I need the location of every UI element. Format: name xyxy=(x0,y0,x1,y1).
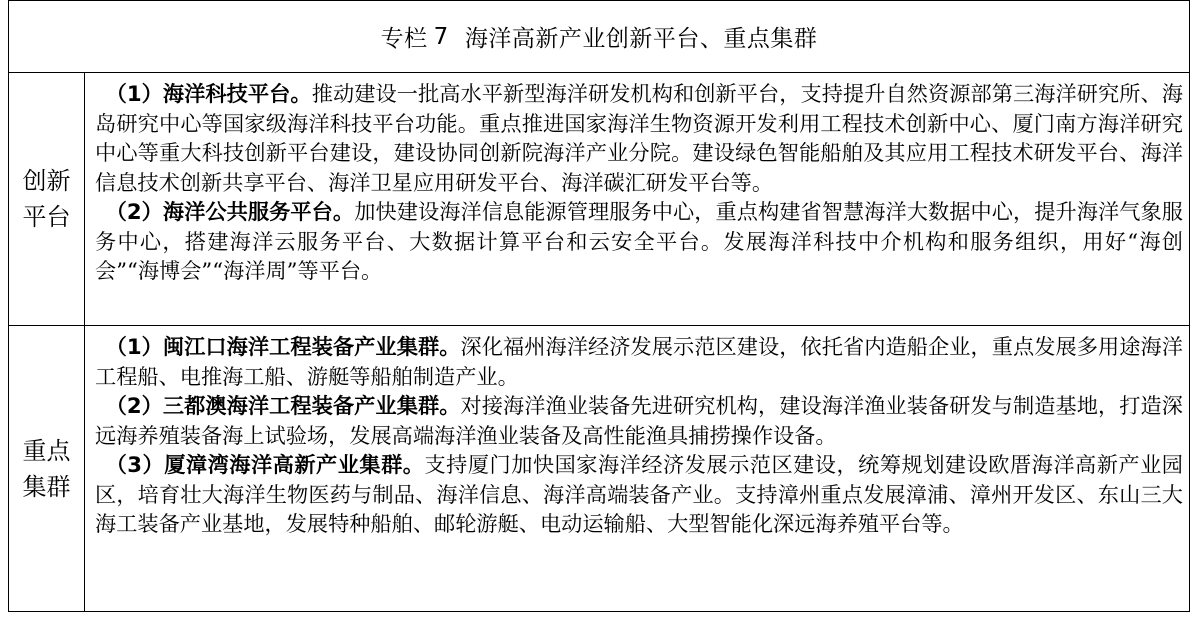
box-title xyxy=(9,1,1189,73)
title-prefix: 专栏 xyxy=(380,26,428,52)
paragraph xyxy=(95,79,1183,197)
section-content xyxy=(95,332,1183,539)
section-key-clusters xyxy=(9,326,1189,611)
paragraph-heading: （2）三都澳海洋工程装备产业集群。 xyxy=(105,393,461,418)
paragraph xyxy=(95,450,1183,539)
section-innovation-platform xyxy=(9,73,1189,326)
paragraph-heading: （1）海洋科技平台。 xyxy=(105,81,312,106)
paragraph-body: 支持厦门加快国家海洋经济发展示范区建设，统筹规划建设欧厝海洋高新产业园区，培育壮大海洋生物医药与制品、海洋信息、海洋高端装备产业。支持漳州重点发展漳浦、漳州开发区、东山三大海工装备产业基地，发展特种船舶、邮轮游艇、电动运输船、大型智能化深远海养殖平台等。 xyxy=(95,452,1183,536)
paragraph-heading: （1）闽江口海洋工程装备产业集群。 xyxy=(105,334,461,359)
section-content xyxy=(95,79,1183,286)
paragraph-body: 深化福州海洋经济发展示范区建设，依托省内造船企业，重点发展多用途海洋工程船、电推海工船、游艇等船舶制造产业。 xyxy=(95,334,1183,389)
section-label-line: 创新 xyxy=(22,167,71,195)
title-text: 海洋高新产业创新平台、重点集群 xyxy=(464,26,818,52)
section-label-line: 平台 xyxy=(22,203,71,231)
title-number: 7 xyxy=(433,23,449,50)
section-label xyxy=(9,326,85,611)
paragraph xyxy=(95,197,1183,286)
section-label-line: 集群 xyxy=(22,472,71,501)
paragraph-heading: （3）厦漳湾海洋高新产业集群。 xyxy=(105,452,425,477)
feature-box xyxy=(8,0,1190,612)
paragraph-body: 对接海洋渔业装备先进研究机构，建设海洋渔业装备研发与制造基地，打造深远海养殖装备海上试验场，发展高端海洋渔业装备及高性能渔具捕捞操作设备。 xyxy=(95,393,1183,448)
paragraph-heading: （2）海洋公共服务平台。 xyxy=(105,199,355,224)
paragraph xyxy=(95,332,1183,391)
paragraph-body: 推动建设一批高水平新型海洋研发机构和创新平台，支持提升自然资源部第三海洋研究所、海岛研究中心等国家级海洋科技平台功能。重点推进国家海洋生物资源开发利用工程技术创新中心、厦门南方海洋研究中心等重大科技创新平台建设，建设协同创新院海洋产业分院。建设绿色智能船舶及其应用工程技术研发平台、海洋信息技术创新共享平台、海洋卫星应用研发平台、海洋碳汇研发平台等。 xyxy=(95,81,1183,195)
section-label xyxy=(9,73,85,325)
section-label-line: 重点 xyxy=(22,436,71,465)
paragraph-body: 加快建设海洋信息能源管理服务中心，重点构建省智慧海洋大数据中心，提升海洋气象服务中心，搭建海洋云服务平台、大数据计算平台和云安全平台。发展海洋科技中介机构和服务组织，用好“海创会”“海博会”“海洋周”等平台。 xyxy=(95,199,1183,283)
paragraph xyxy=(95,391,1183,450)
